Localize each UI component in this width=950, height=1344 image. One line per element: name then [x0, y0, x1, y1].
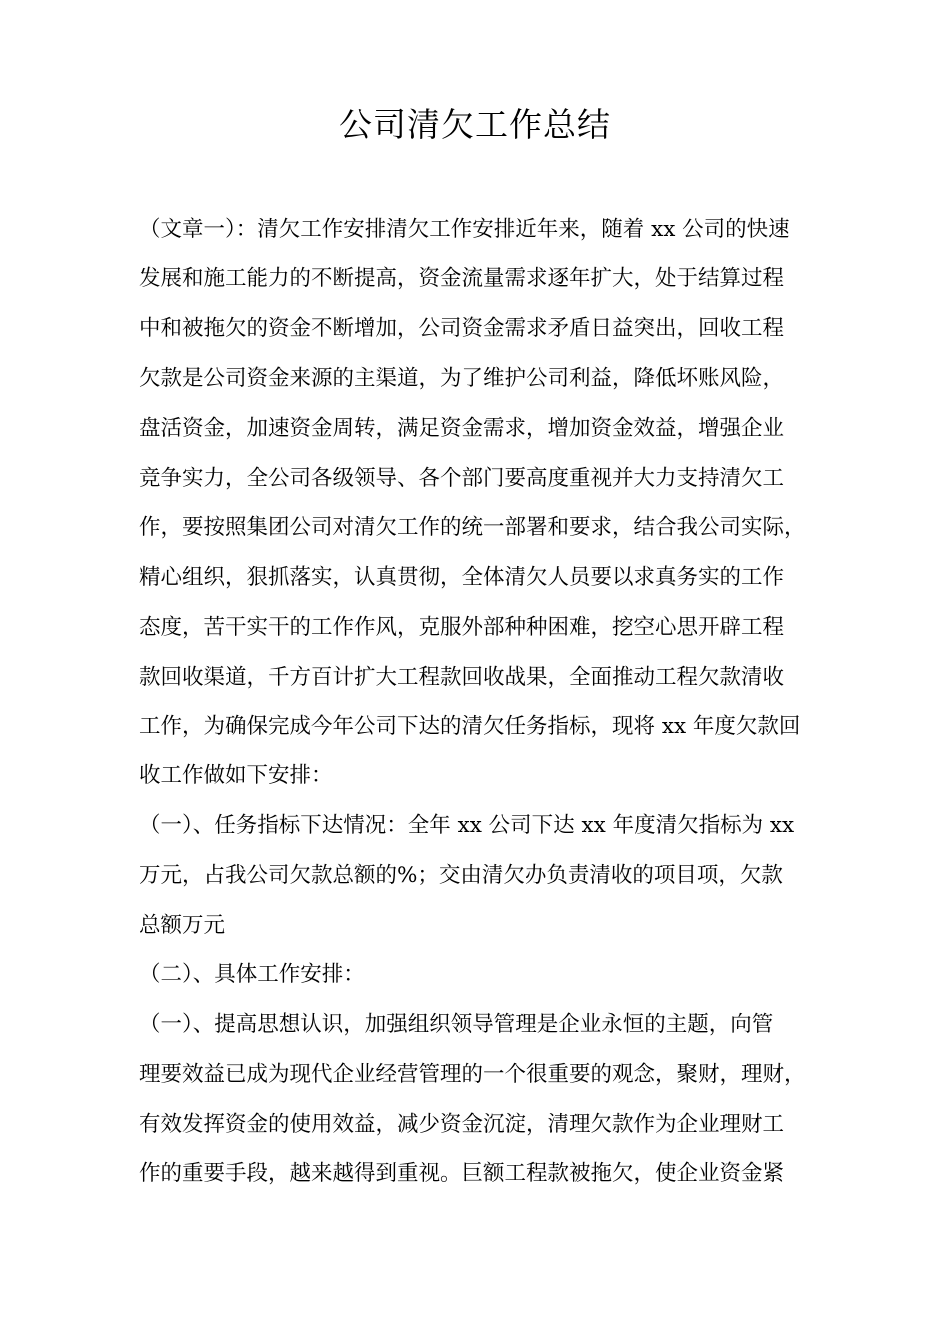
- body-line: 发展和施工能力的不断提高，资金流量需求逐年扩大，处于结算过程: [139, 266, 785, 291]
- body-line: 竞争实力，全公司各级领导、各个部门要高度重视并大力支持清欠工: [139, 466, 785, 491]
- body-line: （一）、任务指标下达情况：全年 xx 公司下达 xx 年度清欠指标为 xx: [139, 813, 795, 838]
- body-line: （文章一）：清欠工作安排清欠工作安排近年来，随着 xx 公司的快速: [139, 217, 790, 242]
- body-line: 态度，苦干实干的工作作风，克服外部种种困难，挖空心思开辟工程: [139, 615, 785, 640]
- body-line: （二）、具体工作安排：: [139, 962, 365, 987]
- body-line: （一）、提高思想认识，加强组织领导管理是企业永恒的主题，向管: [139, 1012, 774, 1037]
- body-line: 欠款是公司资金来源的主渠道，为了维护公司利益，降低坏账风险，: [139, 366, 785, 391]
- body-line: 款回收渠道，千方百计扩大工程款回收战果，全面推动工程欠款清收: [139, 665, 785, 690]
- body-line: 作，要按照集团公司对清欠工作的统一部署和要求，结合我公司实际，: [139, 515, 806, 540]
- body-line: 有效发挥资金的使用效益，减少资金沉淀，清理欠款作为企业理财工: [139, 1112, 785, 1137]
- body-line: 作的重要手段，越来越得到重视。巨额工程款被拖欠，使企业资金紧: [139, 1161, 785, 1186]
- body-line: 工作，为确保完成今年公司下达的清欠任务指标，现将 xx 年度欠款回: [139, 714, 801, 739]
- body-line: 理要效益已成为现代企业经营管理的一个很重要的观念，聚财，理财，: [139, 1062, 806, 1087]
- body-line: 中和被拖欠的资金不断增加，公司资金需求矛盾日益突出，回收工程: [139, 316, 785, 341]
- body-line: 万元，占我公司欠款总额的%；交由清欠办负责清收的项目项，欠款: [139, 863, 783, 888]
- body-line: 盘活资金，加速资金周转，满足资金需求，增加资金效益，增强企业: [139, 416, 785, 441]
- body-line: 精心组织，狠抓落实，认真贯彻，全体清欠人员要以求真务实的工作: [139, 565, 785, 590]
- document-title: 公司清欠工作总结: [339, 105, 611, 144]
- body-line: 收工作做如下安排：: [139, 763, 333, 788]
- body-line: 总额万元: [139, 913, 226, 938]
